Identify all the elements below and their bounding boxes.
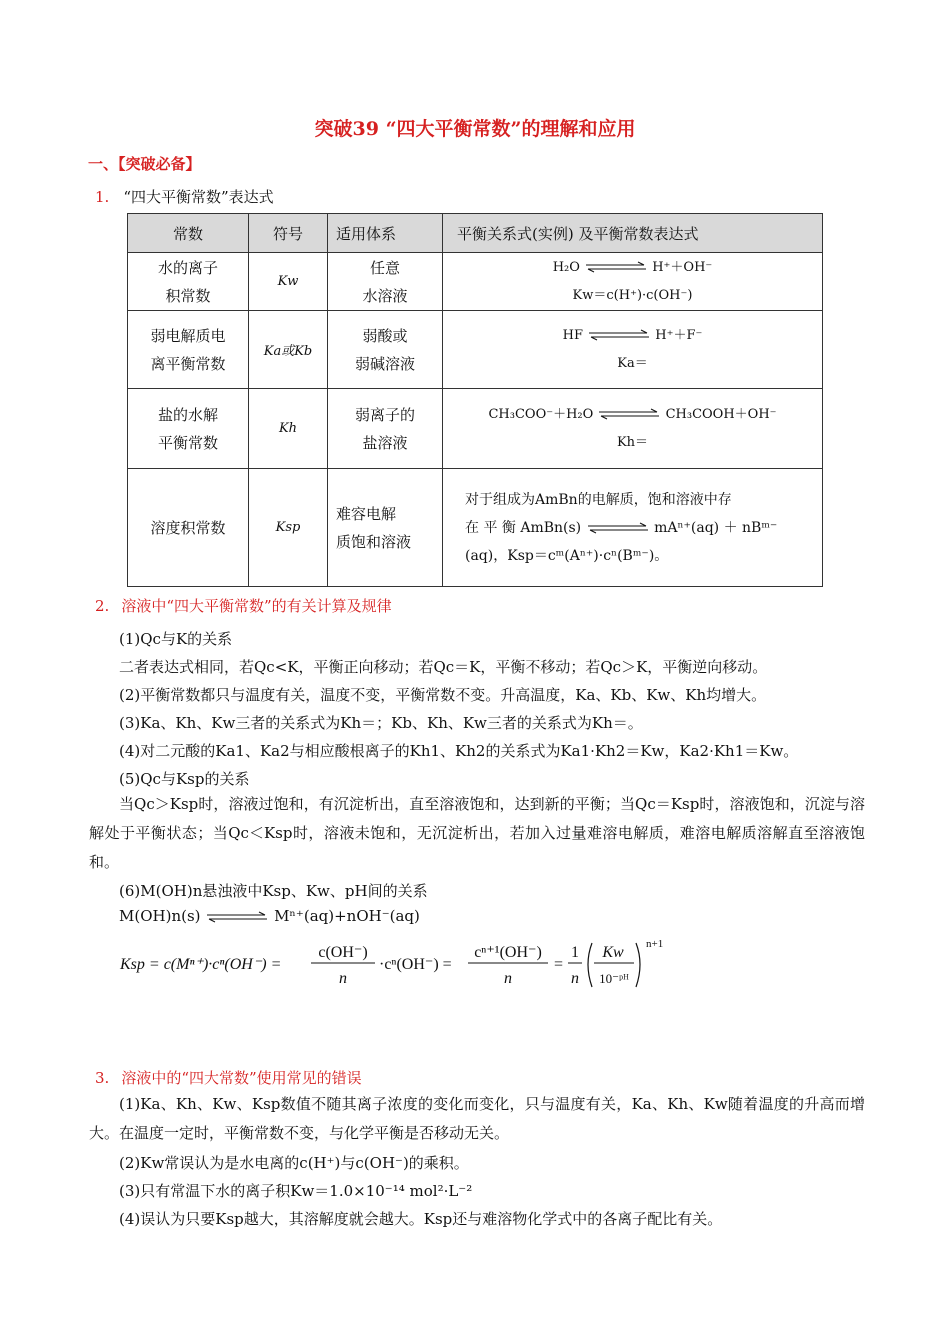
- constant-symbol: Kw: [249, 253, 328, 311]
- table-row: [128, 253, 823, 311]
- constant-name: [128, 253, 249, 311]
- ksp-line: 对于组成为AmBn的电解质，饱和溶液中存: [465, 491, 732, 508]
- reaction-line: [119, 907, 420, 925]
- products: H⁺＋OH⁻: [652, 259, 713, 275]
- frac2-num: cⁿ⁺¹(OH⁻): [474, 944, 542, 961]
- equilibrium-expression: [443, 253, 823, 311]
- constant-symbol: Ksp: [249, 469, 328, 587]
- table-row: [128, 389, 823, 469]
- name-line: 水的离子: [157, 258, 218, 277]
- ksp-description: [443, 469, 823, 587]
- section-heading-3: [95, 1067, 362, 1088]
- item-text: 溶液中的“四大常数”使用常见的错误: [121, 1069, 362, 1087]
- constant-expression: Kh＝: [616, 434, 649, 450]
- constants-table: [127, 213, 823, 587]
- name-line: 盐的水解: [157, 405, 218, 424]
- table-header: 平衡关系式(实例) 及平衡常数表达式: [443, 214, 823, 253]
- item-heading-1: [95, 186, 274, 207]
- paragraph: (3)Ka、Kh、Kw三者的关系式为Kh＝；Kb、Kh、Kw三者的关系式为Kh＝。: [119, 714, 643, 732]
- reactants: CH₃COO⁻＋H₂O: [488, 406, 594, 422]
- equilibrium-arrow-icon: [586, 522, 650, 534]
- name-line: 弱电解质电: [150, 326, 226, 345]
- constant-name: [128, 311, 249, 389]
- constant-symbol: Ka或Kb: [249, 311, 328, 389]
- ksp-products: mAⁿ⁺(aq) ＋ nBᵐ⁻: [654, 519, 778, 536]
- equilibrium-arrow-icon: [205, 911, 269, 923]
- name-line: 平衡常数: [157, 433, 218, 452]
- item-number: 3.: [95, 1069, 110, 1087]
- table-header: 适用体系: [328, 214, 443, 253]
- system-line: 盐溶液: [362, 433, 408, 452]
- applicable-system: [328, 469, 443, 587]
- formula-lhs: Ksp = c(Mⁿ⁺)·cⁿ(OH⁻) =: [120, 956, 282, 973]
- item-number: 1.: [95, 188, 110, 206]
- table-header-row: [128, 214, 823, 253]
- constant-name: [128, 469, 249, 587]
- ksp-reactant: 在 平 衡 AmBn(s): [465, 519, 582, 536]
- item-text: “四大平衡常数”表达式: [123, 188, 274, 206]
- equilibrium-reaction: [443, 401, 822, 429]
- table-header: 符号: [249, 214, 328, 253]
- paragraph: (1)Ka、Kh、Kw、Ksp数值不随其离子浓度的变化而变化，只与温度有关，Ka、Kh、Kw随着温度的升高而增大。在温度一定时，平衡常数不变，与化学平衡是否移动无关。: [89, 1095, 865, 1142]
- table-row: [128, 469, 823, 587]
- section-heading-1: 一、【突破必备】: [88, 155, 201, 173]
- paragraph: 二者表达式相同，若Qc<K，平衡正向移动；若Qc＝K，平衡不移动；若Qc＞K，平衡逆向移动。: [119, 658, 768, 676]
- frac3-den: n: [571, 970, 579, 987]
- applicable-system: [328, 253, 443, 311]
- equilibrium-arrow-icon: [584, 261, 648, 273]
- products: CH₃COOH＋OH⁻: [665, 406, 777, 422]
- system-line: 水溶液: [362, 286, 408, 305]
- system-line: 弱碱溶液: [354, 354, 415, 373]
- name-line: 离平衡常数: [150, 354, 226, 373]
- reactants: M(OH)n(s): [119, 907, 201, 925]
- applicable-system: [328, 311, 443, 389]
- frac1-num: c(OH⁻): [318, 944, 368, 961]
- equilibrium-expression: [443, 311, 823, 389]
- products: H⁺＋F⁻: [655, 327, 703, 343]
- reactants: HF: [562, 327, 583, 343]
- formula-ph: 10⁻ᵖᴴ: [599, 971, 629, 986]
- constant-symbol: Kh: [249, 389, 328, 469]
- table-header: 常数: [128, 214, 249, 253]
- system-line: 难容电解: [336, 504, 397, 523]
- paragraph: (2)Kw常误认为是水电离的c(H⁺)与c(OH⁻)的乘积。: [119, 1154, 469, 1172]
- section-heading-2: [95, 595, 392, 616]
- paragraph: (4)对二元酸的Ka1、Ka2与相应酸根离子的Kh1、Kh2的关系式为Ka1·Kh2＝Kw，Ka2·Kh1＝Kw。: [119, 742, 799, 760]
- formula-kw: Kw: [602, 944, 624, 961]
- name-line: 溶度积常数: [150, 518, 226, 537]
- paragraph: (5)Qc与Ksp的关系: [119, 770, 250, 788]
- paragraph: (6)M(OH)n悬浊液中Ksp、Kw、pH间的关系: [119, 882, 428, 900]
- equilibrium-arrow-icon: [597, 408, 661, 420]
- reactants: H₂O: [552, 259, 580, 275]
- products: Mⁿ⁺(aq)+nOH⁻(aq): [274, 907, 420, 925]
- paragraph: (1)Qc与K的关系: [119, 630, 233, 648]
- paragraph: (2)平衡常数都只与温度有关，温度不变，平衡常数不变。升高温度，Ka、Kb、Kw、Kh均增大。: [119, 686, 767, 704]
- formula-eq: =: [554, 956, 564, 973]
- formula-exp: n+1: [646, 938, 664, 950]
- paragraph: 当Qc＞Ksp时，溶液过饱和，有沉淀析出，直至溶液饱和，达到新的平衡；当Qc＝Ksp时，溶液饱和，沉淀与溶解处于平衡状态；当Qc＜Ksp时，溶液未饱和，无沉淀析出，若加入过量难溶电解质，难溶电解质溶解直至溶液饱和。: [89, 795, 865, 871]
- equilibrium-expression: [443, 389, 823, 469]
- item-text: 溶液中“四大平衡常数”的有关计算及规律: [121, 597, 392, 615]
- table-row: [128, 311, 823, 389]
- page-title: 突破39 “四大平衡常数”的理解和应用: [314, 118, 636, 140]
- ksp-line: (aq)，Ksp＝cᵐ(Aⁿ⁺)·cⁿ(Bᵐ⁻)。: [465, 547, 669, 564]
- constant-expression: Kw＝c(H⁺)·c(OH⁻): [572, 287, 693, 303]
- constant-name: [128, 389, 249, 469]
- frac2-den: n: [504, 970, 512, 987]
- item-number: 2.: [95, 597, 110, 615]
- paragraph: (3)只有常温下水的离子积Kw＝1.0×10⁻¹⁴ mol²·L⁻²: [119, 1182, 473, 1200]
- paragraph: (4)误认为只要Ksp越大，其溶解度就会越大。Ksp还与难溶物化学式中的各离子配比有关。: [119, 1210, 723, 1228]
- ksp-formula: [116, 935, 676, 993]
- equilibrium-arrow-icon: [587, 329, 651, 341]
- system-line: 质饱和溶液: [336, 532, 412, 551]
- system-line: 任意: [369, 258, 400, 277]
- system-line: 弱离子的: [354, 405, 415, 424]
- ksp-line: [465, 514, 800, 542]
- equilibrium-reaction: [443, 322, 822, 350]
- constant-expression: Ka＝: [617, 355, 648, 371]
- system-line: 弱酸或: [362, 326, 408, 345]
- formula-mid: ·cⁿ(OH⁻) =: [379, 956, 452, 973]
- applicable-system: [328, 389, 443, 469]
- frac1-den: n: [339, 970, 347, 987]
- equilibrium-reaction: [443, 254, 822, 282]
- frac3-num: 1: [571, 944, 579, 961]
- name-line: 积常数: [165, 286, 211, 305]
